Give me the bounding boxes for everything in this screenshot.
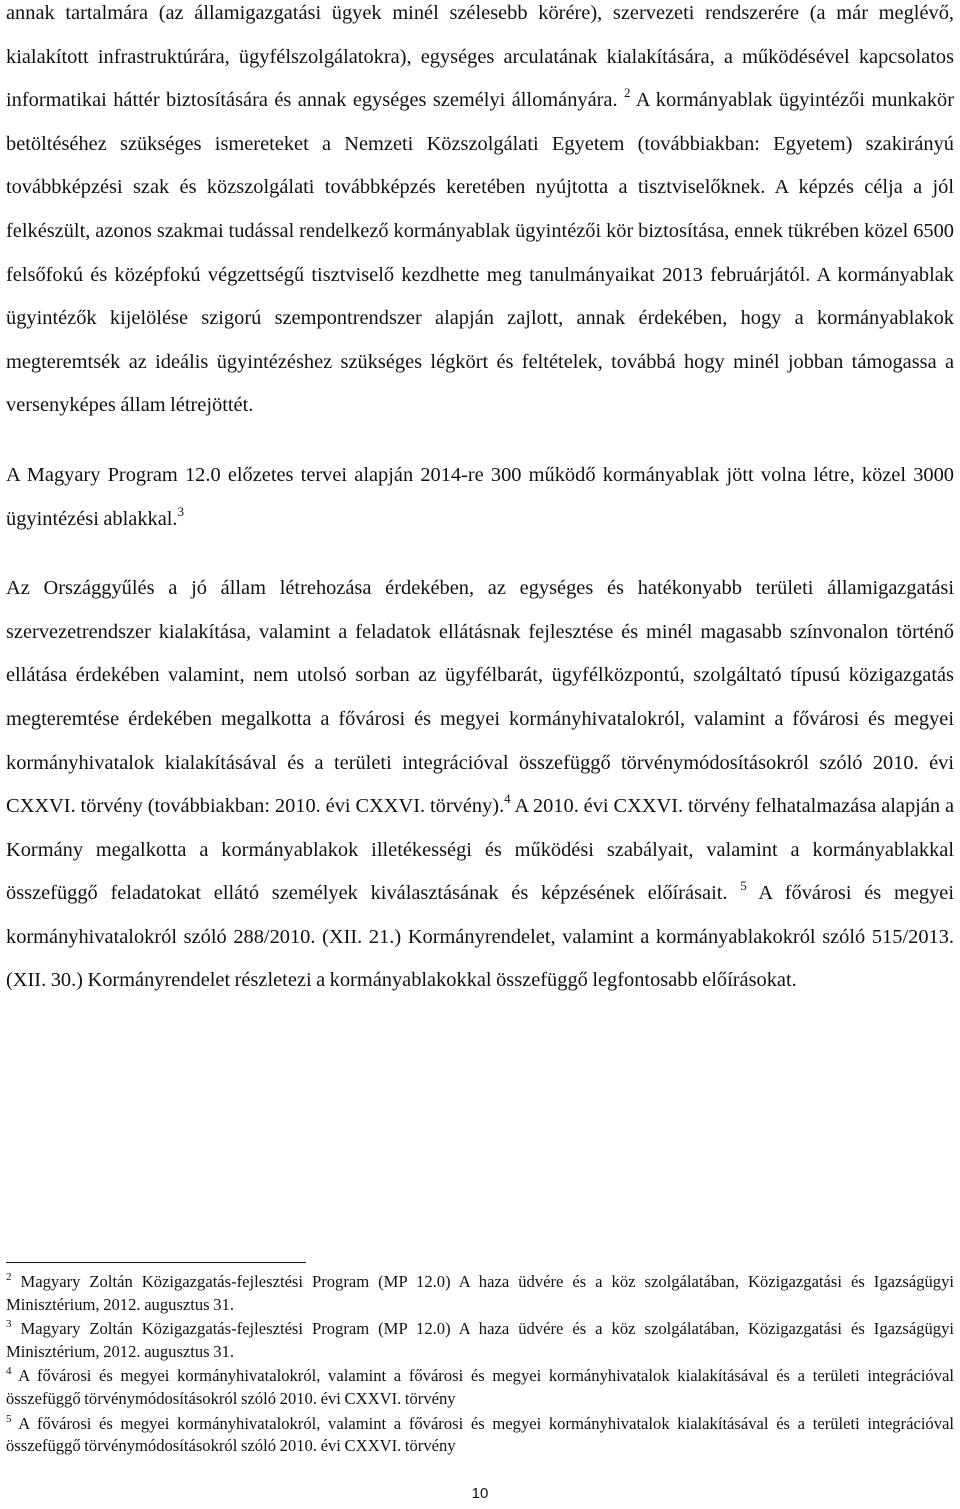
footnote-text: Magyary Zoltán Közigazgatás-fejlesztési Program (MP 12.0) A haza üdvére és a köz szolgálatában, Közigazgatási és Igazságügyi Minisztérium, 2012. augusztus 31. — [6, 1272, 954, 1314]
paragraph-text: A fővárosi és megyei kormányhivatalokról szóló 288/2010. (XII. 21.) Kormányrendelet, valamint a kormányablakokról szóló 515/2013. (XII. 30.) Kormányrendelet részletezi a kormányablakokkal összefüggő legfontosabb előírásokat. — [6, 882, 954, 992]
footnote-number: 2 — [6, 1271, 12, 1283]
footnotes-section — [6, 1271, 954, 1460]
footnote-text: Magyary Zoltán Közigazgatás-fejlesztési Program (MP 12.0) A haza üdvére és a köz szolgálatában, Közigazgatási és Igazságügyi Minisztérium, 2012. augusztus 31. — [6, 1319, 954, 1361]
footnote-separator — [6, 1262, 306, 1263]
body-paragraph — [6, 454, 954, 541]
paragraph-text: annak tartalmára (az államigazgatási ügyek minél szélesebb körére), szervezeti rendszerére (a már meglévő, kialakított infrastruktúrára, ügyfélszolgálatokra), egységes arculatának kialakítására, a működésével kapcsolatos informatikai háttér biztosítására és annak egységes személyi állományára. — [6, 2, 954, 112]
document-page — [6, 0, 954, 1003]
footnote — [6, 1318, 954, 1363]
paragraph-text: A 2010. évi CXXVI. törvény felhatalmazása alapján a Kormány megalkotta a kormányablakok illetékességi és működési szabályait, valamint a kormányablakkal összefüggő feladatokat ellátó személyek kiválasztásának és képzésének előírásait. — [6, 795, 954, 905]
body-paragraph — [6, 567, 954, 1003]
footnote-text: A fővárosi és megyei kormányhivatalokról, valamint a fővárosi és megyei kormányhivatalok kialakításával és a területi integrációval összefüggő törvénymódosításokról szóló 2010. évi CXXVI. törvény — [6, 1413, 955, 1456]
footnote — [6, 1365, 954, 1410]
paragraph-text: A Magyary Program 12.0 előzetes tervei alapján 2014-re 300 működő kormányablak jött volna létre, közel 3000 ügyintézési ablakkal. — [6, 463, 954, 530]
footnote — [6, 1271, 954, 1316]
footnote-reference: 5 — [740, 878, 747, 894]
footnote-reference: 3 — [177, 503, 185, 519]
footnote — [6, 1413, 954, 1458]
page-number: 10 — [471, 1485, 489, 1502]
footnote-reference: 4 — [504, 791, 511, 807]
paragraph-text: Az Országgyűlés a jó állam létrehozása érdekében, az egységes és hatékonyabb területi államigazgatási szervezetrendszer kialakítása, valamint a feladatok ellátásnak fejlesztése és minél magasabb színvonalon történő ellátása érdekében valamint, nem utolsó sorban az ügyfélbarát, ügyfélközpontú, szolgáltató típusú közigazgatás megteremtése érdekében megalkotta a fővárosi és megyei kormányhivatalokról, valamint a fővárosi és megyei kormányhivatalok kialakításával és a területi integrációval összefüggő törvénymódosításokról szóló 2010. évi CXXVI. törvény (továbbiakban: 2010. évi CXXVI. törvény). — [6, 577, 954, 818]
footnote-number: 3 — [6, 1318, 12, 1331]
body-paragraph — [6, 0, 954, 428]
footnote-number: 5 — [6, 1412, 12, 1425]
paragraph-text: A kormányablak ügyintézői munkakör betöltéséhez szükséges ismereteket a Nemzeti Közszolgálati Egyetem (továbbiakban: Egyetem) szakirányú továbbképzési szak és közszolgálati továbbképzés keretében nyújtotta a tisztviselőknek. A képzés célja a jól felkészült, azonos szakmai tudással rendelkező kormányablak ügyintézői kör biztosítása, ennek tükrében közel 6500 felsőfokú és középfokú végzettségű tisztviselő kezdhette meg tanulmányaikat 2013 februárjától. A kormányablak ügyintézők kijelölése szigorú szempontrendszer alapján zajlott, annak érdekében, hogy a kormányablakok megteremtsék az ideális ügyintézéshez szükséges légkört és feltételek, továbbá hogy minél jobban támogassa a versenyképes állam létrejöttét. — [6, 89, 955, 417]
footnote-number: 4 — [6, 1365, 12, 1378]
footnote-reference: 2 — [624, 85, 631, 101]
footnote-text: A fővárosi és megyei kormányhivatalokról, valamint a fővárosi és megyei kormányhivatalok kialakításával és a területi integrációval összefüggő törvénymódosításokról szóló 2010. évi CXXVI. törvény — [6, 1366, 955, 1408]
